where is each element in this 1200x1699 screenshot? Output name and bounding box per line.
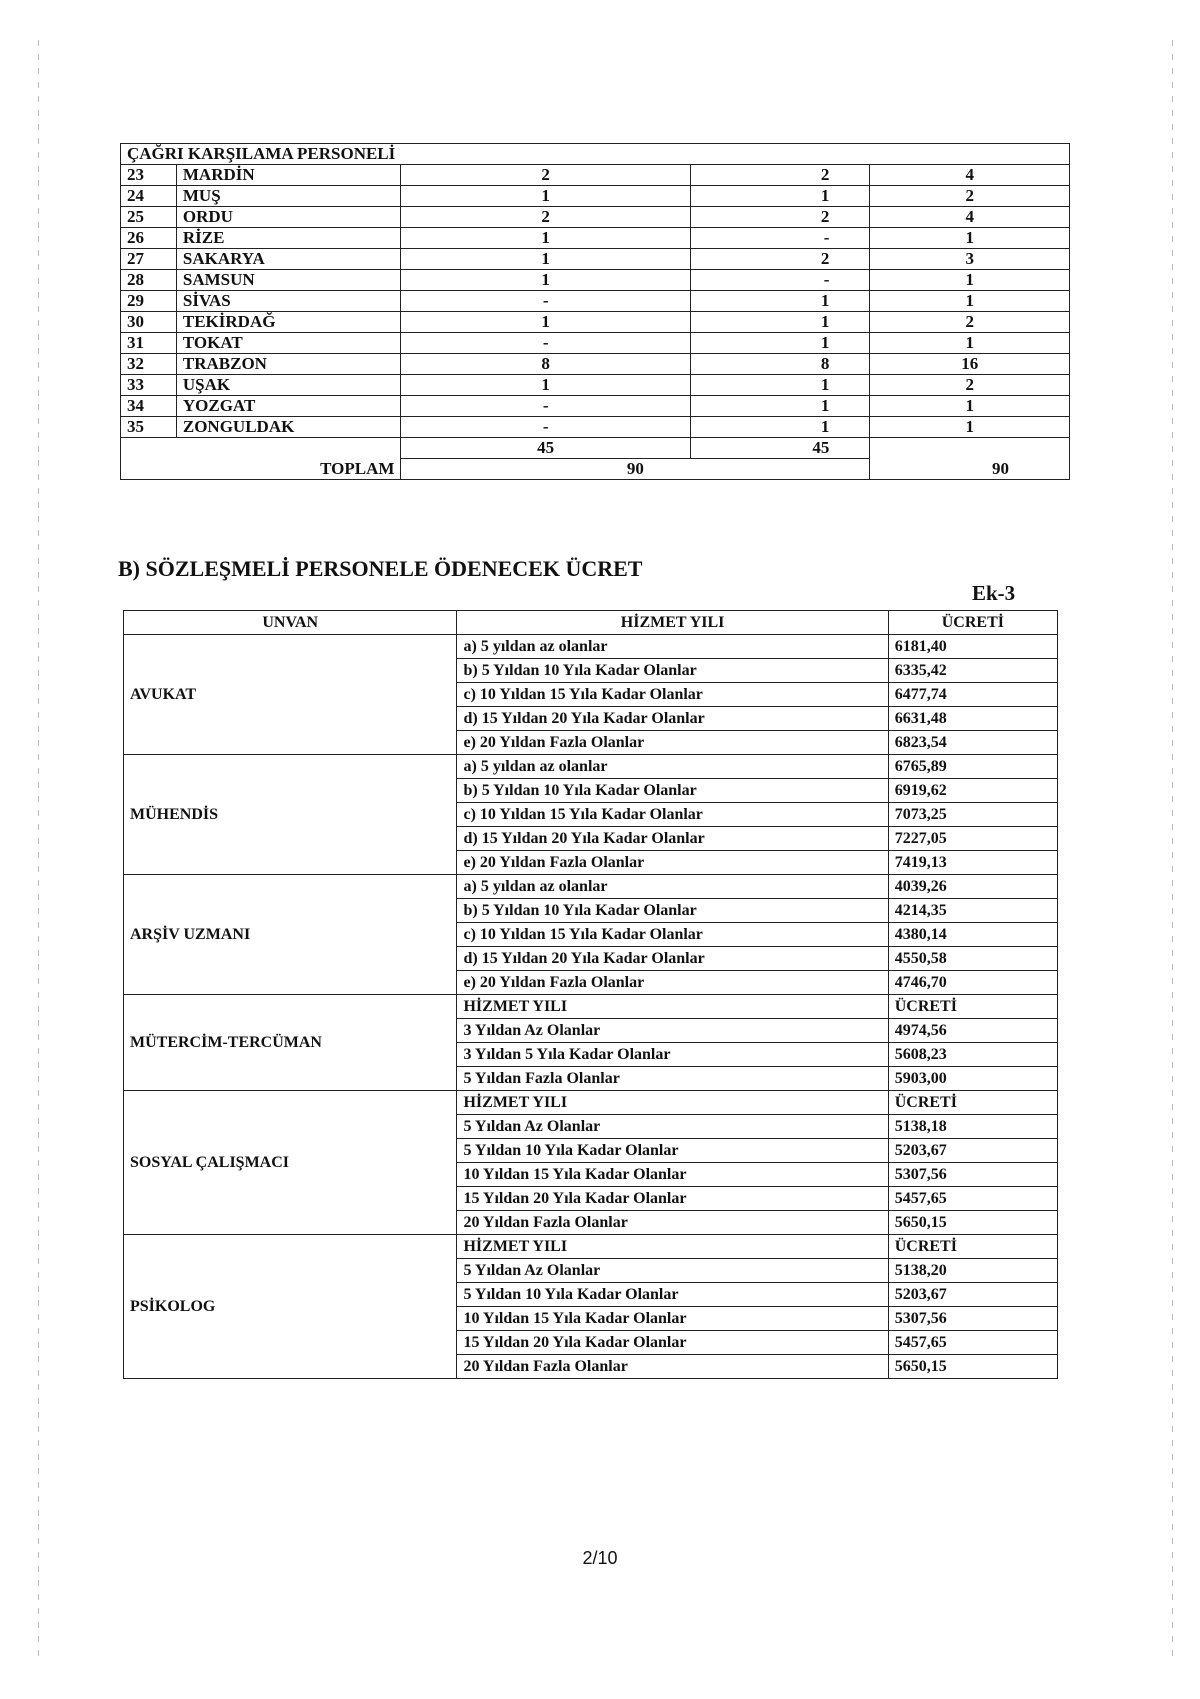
count-b: 1	[690, 417, 870, 438]
table-row	[121, 375, 1070, 396]
service-years: HİZMET YILI	[457, 995, 888, 1019]
table-row	[121, 270, 1070, 291]
service-years: a) 5 yıldan az olanlar	[457, 755, 888, 779]
count-total: 2	[870, 375, 1070, 396]
service-years: b) 5 Yıldan 10 Yıla Kadar Olanlar	[457, 659, 888, 683]
row-number: 34	[121, 396, 177, 417]
table-row	[121, 186, 1070, 207]
salary-value: 5138,18	[888, 1115, 1057, 1139]
salary-value: 6823,54	[888, 731, 1057, 755]
table1-header: ÇAĞRI KARŞILAMA PERSONELİ	[121, 144, 1070, 165]
count-b: -	[690, 228, 870, 249]
province-name: TOKAT	[176, 333, 401, 354]
service-years: d) 15 Yıldan 20 Yıla Kadar Olanlar	[457, 707, 888, 731]
salary-value: 5138,20	[888, 1259, 1057, 1283]
province-name: SİVAS	[176, 291, 401, 312]
count-total: 1	[870, 228, 1070, 249]
service-years: 5 Yıldan Az Olanlar	[457, 1259, 888, 1283]
subtotal-c-empty	[870, 438, 1070, 459]
count-total: 1	[870, 417, 1070, 438]
row-number: 24	[121, 186, 177, 207]
service-years: 5 Yıldan 10 Yıla Kadar Olanlar	[457, 1139, 888, 1163]
service-years: 5 Yıldan Fazla Olanlar	[457, 1067, 888, 1091]
job-title: SOSYAL ÇALIŞMACI	[124, 1091, 457, 1235]
province-name: ZONGULDAK	[176, 417, 401, 438]
row-number: 23	[121, 165, 177, 186]
count-a: 1	[401, 312, 690, 333]
count-a: 1	[401, 228, 690, 249]
subtotal-row	[121, 438, 1070, 459]
hizmet-header: HİZMET YILI	[457, 611, 888, 635]
call-staff-table	[120, 143, 1070, 480]
count-total: 1	[870, 291, 1070, 312]
table-row	[121, 417, 1070, 438]
table-row	[124, 1091, 1058, 1115]
scan-left-edge	[38, 40, 39, 1659]
salary-value: 7227,05	[888, 827, 1057, 851]
count-total: 3	[870, 249, 1070, 270]
salary-table	[123, 610, 1058, 1379]
service-years: 20 Yıldan Fazla Olanlar	[457, 1355, 888, 1379]
province-name: SAMSUN	[176, 270, 401, 291]
province-name: TEKİRDAĞ	[176, 312, 401, 333]
page-number: 2/10	[582, 1548, 618, 1568]
service-years: 10 Yıldan 15 Yıla Kadar Olanlar	[457, 1163, 888, 1187]
service-years: 3 Yıldan Az Olanlar	[457, 1019, 888, 1043]
service-years: c) 10 Yıldan 15 Yıla Kadar Olanlar	[457, 803, 888, 827]
count-b: 1	[690, 291, 870, 312]
salary-value: 5203,67	[888, 1139, 1057, 1163]
scan-right-edge	[1172, 40, 1173, 1659]
salary-value: 6477,74	[888, 683, 1057, 707]
salary-value: 5203,67	[888, 1283, 1057, 1307]
salary-value: 6631,48	[888, 707, 1057, 731]
job-title: ARŞİV UZMANI	[124, 875, 457, 995]
salary-value: 6181,40	[888, 635, 1057, 659]
salary-value: 4550,58	[888, 947, 1057, 971]
salary-value: 5307,56	[888, 1163, 1057, 1187]
row-number: 33	[121, 375, 177, 396]
ucret-header: ÜCRETİ	[888, 611, 1057, 635]
count-a: -	[401, 396, 690, 417]
service-years: c) 10 Yıldan 15 Yıla Kadar Olanlar	[457, 683, 888, 707]
salary-value: 4039,26	[888, 875, 1057, 899]
service-years: d) 15 Yıldan 20 Yıla Kadar Olanlar	[457, 947, 888, 971]
salary-value: 7073,25	[888, 803, 1057, 827]
total-row	[121, 459, 1070, 480]
count-b: -	[690, 270, 870, 291]
count-b: 1	[690, 396, 870, 417]
salary-value: ÜCRETİ	[888, 1235, 1057, 1259]
province-name: SAKARYA	[176, 249, 401, 270]
row-number: 26	[121, 228, 177, 249]
row-number: 32	[121, 354, 177, 375]
province-name: RİZE	[176, 228, 401, 249]
table-row	[121, 207, 1070, 228]
province-name: ORDU	[176, 207, 401, 228]
count-b: 1	[690, 375, 870, 396]
table-row	[121, 354, 1070, 375]
table-row	[124, 635, 1058, 659]
salary-value: 4214,35	[888, 899, 1057, 923]
service-years: HİZMET YILI	[457, 1091, 888, 1115]
total-c: 90	[870, 459, 1070, 480]
count-total: 1	[870, 270, 1070, 291]
province-name: MARDİN	[176, 165, 401, 186]
service-years: 15 Yıldan 20 Yıla Kadar Olanlar	[457, 1331, 888, 1355]
count-a: 2	[401, 165, 690, 186]
salary-value: ÜCRETİ	[888, 995, 1057, 1019]
section-title: B) SÖZLEŞMELİ PERSONELE ÖDENECEK ÜCRET	[118, 556, 643, 581]
total-label-spacer	[121, 438, 401, 459]
salary-value: 5457,65	[888, 1331, 1057, 1355]
unvan-header: UNVAN	[124, 611, 457, 635]
salary-value: 5457,65	[888, 1187, 1057, 1211]
count-a: -	[401, 291, 690, 312]
salary-value: 5650,15	[888, 1355, 1057, 1379]
service-years: 10 Yıldan 15 Yıla Kadar Olanlar	[457, 1307, 888, 1331]
service-years: c) 10 Yıldan 15 Yıla Kadar Olanlar	[457, 923, 888, 947]
table-header-row	[121, 144, 1070, 165]
salary-value: 5608,23	[888, 1043, 1057, 1067]
count-total: 1	[870, 333, 1070, 354]
count-b: 8	[690, 354, 870, 375]
count-b: 1	[690, 333, 870, 354]
salary-value: 5307,56	[888, 1307, 1057, 1331]
count-total: 4	[870, 165, 1070, 186]
service-years: 3 Yıldan 5 Yıla Kadar Olanlar	[457, 1043, 888, 1067]
count-total: 2	[870, 186, 1070, 207]
job-title: PSİKOLOG	[124, 1235, 457, 1379]
service-years: 20 Yıldan Fazla Olanlar	[457, 1211, 888, 1235]
province-name: YOZGAT	[176, 396, 401, 417]
table-row	[124, 875, 1058, 899]
table-header-row	[124, 611, 1058, 635]
table-row	[121, 228, 1070, 249]
table-row	[121, 312, 1070, 333]
count-total: 16	[870, 354, 1070, 375]
table-row	[124, 1235, 1058, 1259]
count-b: 2	[690, 249, 870, 270]
count-total: 4	[870, 207, 1070, 228]
service-years: 5 Yıldan Az Olanlar	[457, 1115, 888, 1139]
count-a: 1	[401, 270, 690, 291]
service-years: b) 5 Yıldan 10 Yıla Kadar Olanlar	[457, 779, 888, 803]
salary-value: 4746,70	[888, 971, 1057, 995]
service-years: e) 20 Yıldan Fazla Olanlar	[457, 851, 888, 875]
service-years: a) 5 yıldan az olanlar	[457, 875, 888, 899]
count-a: 8	[401, 354, 690, 375]
row-number: 29	[121, 291, 177, 312]
row-number: 25	[121, 207, 177, 228]
salary-value: 4974,56	[888, 1019, 1057, 1043]
salary-value: 4380,14	[888, 923, 1057, 947]
table-row	[124, 755, 1058, 779]
service-years: 5 Yıldan 10 Yıla Kadar Olanlar	[457, 1283, 888, 1307]
count-a: -	[401, 417, 690, 438]
count-b: 2	[690, 165, 870, 186]
row-number: 28	[121, 270, 177, 291]
table-row	[121, 291, 1070, 312]
service-years: HİZMET YILI	[457, 1235, 888, 1259]
province-name: UŞAK	[176, 375, 401, 396]
total-ab: 90	[401, 459, 870, 480]
salary-value: 5903,00	[888, 1067, 1057, 1091]
job-title: MÜTERCİM-TERCÜMAN	[124, 995, 457, 1091]
salary-value: ÜCRETİ	[888, 1091, 1057, 1115]
row-number: 35	[121, 417, 177, 438]
salary-value: 6335,42	[888, 659, 1057, 683]
service-years: 15 Yıldan 20 Yıla Kadar Olanlar	[457, 1187, 888, 1211]
salary-value: 6919,62	[888, 779, 1057, 803]
service-years: d) 15 Yıldan 20 Yıla Kadar Olanlar	[457, 827, 888, 851]
table-row	[121, 165, 1070, 186]
count-a: 2	[401, 207, 690, 228]
count-a: 1	[401, 375, 690, 396]
count-a: 1	[401, 249, 690, 270]
row-number: 30	[121, 312, 177, 333]
table-row	[121, 396, 1070, 417]
count-b: 1	[690, 186, 870, 207]
job-title: AVUKAT	[124, 635, 457, 755]
count-total: 2	[870, 312, 1070, 333]
province-name: MUŞ	[176, 186, 401, 207]
subtotal-a: 45	[401, 438, 690, 459]
row-number: 31	[121, 333, 177, 354]
service-years: e) 20 Yıldan Fazla Olanlar	[457, 731, 888, 755]
job-title: MÜHENDİS	[124, 755, 457, 875]
annex-label: Ek-3	[972, 581, 1016, 605]
salary-value: 5650,15	[888, 1211, 1057, 1235]
table-row	[121, 249, 1070, 270]
salary-value: 7419,13	[888, 851, 1057, 875]
salary-value: 6765,89	[888, 755, 1057, 779]
table-row	[124, 995, 1058, 1019]
service-years: b) 5 Yıldan 10 Yıla Kadar Olanlar	[457, 899, 888, 923]
count-b: 1	[690, 312, 870, 333]
subtotal-b: 45	[690, 438, 870, 459]
service-years: e) 20 Yıldan Fazla Olanlar	[457, 971, 888, 995]
count-a: 1	[401, 186, 690, 207]
count-a: -	[401, 333, 690, 354]
count-b: 2	[690, 207, 870, 228]
total-label: TOPLAM	[121, 459, 401, 480]
count-total: 1	[870, 396, 1070, 417]
table-row	[121, 333, 1070, 354]
row-number: 27	[121, 249, 177, 270]
province-name: TRABZON	[176, 354, 401, 375]
service-years: a) 5 yıldan az olanlar	[457, 635, 888, 659]
